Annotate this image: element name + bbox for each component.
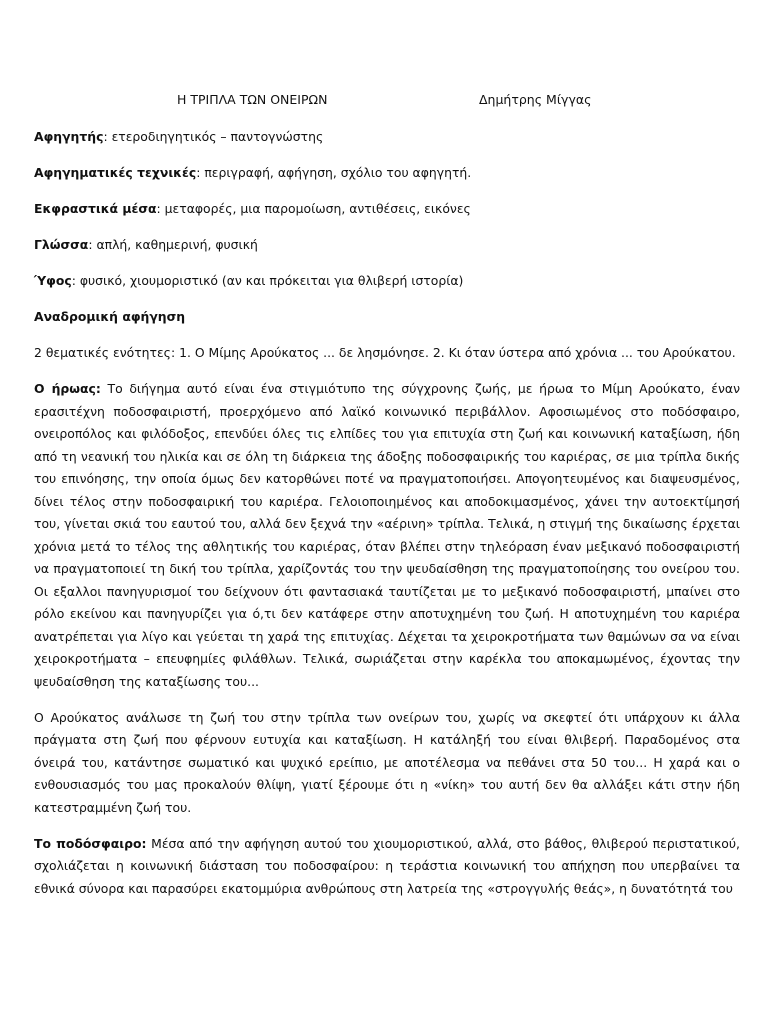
meta-separator: : — [88, 237, 97, 252]
meta-label: Εκφραστικά μέσα — [34, 201, 157, 216]
meta-style — [34, 270, 740, 293]
meta-techniques — [34, 162, 740, 185]
meta-label: Ύφος — [34, 273, 72, 288]
meta-narrator — [34, 126, 740, 149]
meta-label: Γλώσσα — [34, 237, 89, 252]
meta-language — [34, 234, 740, 257]
hero-label: Ο ήρωας: — [34, 381, 101, 396]
thematic-units-paragraph: 2 θεματικές ενότητες: 1. Ο Μίμης Αρούκατος ... δε λησμόνησε. 2. Κι όταν ύστερα από χρόνια ... του Αρούκατου. — [34, 345, 736, 360]
football-label: Το ποδόσφαιρο: — [34, 835, 147, 851]
title-row — [0, 92, 768, 112]
meta-value: φυσικό, χιουμοριστικό (αν και πρόκειται για θλιβερή ιστορία) — [79, 273, 464, 288]
meta-value: μεταφορές, μια παρομοίωση, αντιθέσεις, εικόνες — [164, 201, 471, 216]
meta-separator: : — [156, 201, 165, 216]
meta-value: περιγραφή, αφήγηση, σχόλιο του αφηγητή. — [204, 165, 472, 180]
meta-label: Αφηγητής — [34, 129, 104, 144]
meta-label: Αφηγηματικές τεχνικές — [34, 165, 197, 180]
document-title: Η ΤΡΙΠΛΑ ΤΩΝ ΟΝΕΙΡΩΝ — [177, 92, 328, 107]
meta-expressive-means — [34, 198, 740, 221]
hero-paragraph — [34, 378, 740, 693]
document-body — [34, 126, 740, 914]
meta-separator: : — [103, 129, 112, 144]
meta-value: απλή, καθημερινή, φυσική — [96, 237, 258, 252]
meta-separator: : — [196, 165, 205, 180]
document-author: Δημήτρης Μίγγας — [479, 92, 592, 107]
section-heading: Αναδρομική αφήγηση — [34, 309, 186, 324]
meta-separator: : — [71, 273, 80, 288]
outcome-paragraph: Ο Αρούκατος ανάλωσε τη ζωή του στην τρίπλα των ονείρων του, χωρίς να σκεφτεί ότι υπάρχουν κι άλλα πράγματα στη ζωή που φέρνουν ευτυχία και καταξίωση. Η κατάληξή του είναι θλιβερή. Παραδομένος στα όνειρά του, κατάντησε σωματικό και ψυχικό ερείπιο, με αποτέλεσμα να πεθάνει στα 50 του... Η χαρά και ο ενθουσιασμός του μας προκαλούν θλίψη, γιατί ξέρουμε ότι η «νίκη» του αυτή δεν θα αλλάξει κάτι στην ήδη κατεστραμμένη ζωή του. — [34, 709, 740, 815]
hero-text: Το διήγημα αυτό είναι ένα στιγμιότυπο της σύγχρονης ζωής, με ήρωα το Μίμη Αρούκατο, έναν ερασιτέχνη ποδοσφαιριστή, προερχόμενο από λαϊκό κοινωνικό περιβάλλον. Αφοσιωμένος στο ποδόσφαιρο, ονειροπόλος και φιλόδοξος, επενδύει όλες τις ελπίδες του για επιτυχία στη ζωή και κοινωνική καταξίωση, ήδη από τη νεανική του ηλικία και σε όλη τη διάρκεια της άδοξης ποδοσφαιρικής του καριέρας, σε μια τρίπλα δικής του επινόησης, την οποία όμως δεν κατορθώνει ποτέ να πραγματοποιήσει. Απογοητευμένος και διαψευσμένος, δίνει τέλος στην ποδοσφαιρική του καριέρα. Γελοιοποιημένος και αποδοκιμασμένος, χάνει την αυτοεκτίμησή του, γίνεται σκιά του εαυτού του, αλλά δεν ξεχνά την «αέρινη» τρίπλα. Τελικά, η στιγμή της δικαίωσης έρχεται χρόνια μετά το τέλος της αθλητικής του καριέρας, όταν βλέπει στην τηλεόραση έναν μεξικανό ποδοσφαιριστή να πραγματοποιεί τη δική του τρίπλα, χαρίζοντάς του την ψευδαίσθηση της πραγματοποίησης του ονείρου του. Οι εξαλλοι πανηγυρισμοί του δείχνουν ότι φαντασιακά ταυτίζεται με το μεξικανό ποδοσφαιριστή, μπαίνει στο ρόλο εκείνου και πανηγυρίζει για ό,τι δεν κατάφερε στην αποτυχημένη του ζωή. Η αποτυχημένη του καριέρα ανατρέπεται για λίγο και γεύεται τη χαρά της επιτυχίας. Δέχεται τα χειροκροτήματα των θαμώνων σα να είναι χειροκροτήματα – επευφημίες φιλάθλων. Τελικά, σωριάζεται στην καρέκλα του αποκαμωμένος, έχοντας την ψευδαίσθηση της καταξίωσης του... — [34, 381, 740, 689]
football-text: Μέσα από την αφήγηση αυτού του χιουμοριστικού, αλλά, στο βάθος, θλιβερού περιστατικού, σχολιάζεται η κοινωνική διάσταση του ποδοσφαίρου: η τεράστια κοινωνική του απήχηση που υπερβαίνει τα εθνικά σύνορα και παρασύρει εκατομμύρια ανθρώπους στη λατρεία της «στρογγυλής θεάς», η δυνατότητά του — [34, 835, 740, 896]
football-paragraph — [34, 833, 740, 901]
meta-value: ετεροδιηγητικός – παντογνώστης — [111, 129, 324, 144]
